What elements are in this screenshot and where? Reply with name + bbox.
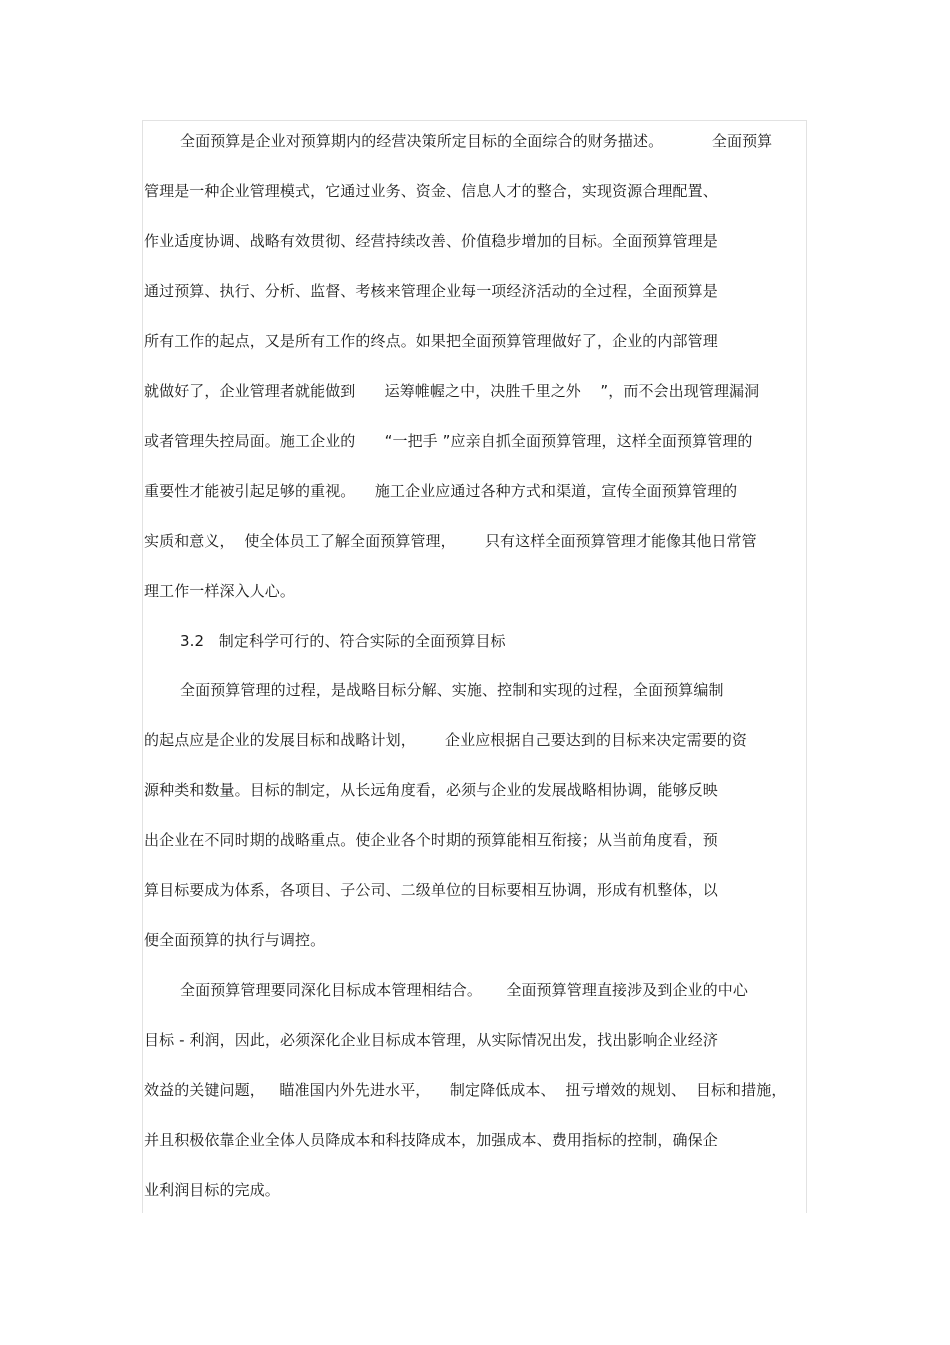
paragraph-line: 的起点应是企业的发展目标和战略计划， 企业应根据自己要达到的目标来决定需要的资 bbox=[144, 731, 748, 749]
section-heading: 3.2 制定科学可行的、符合实际的全面预算目标 bbox=[180, 632, 506, 650]
paragraph-line: 管理是一种企业管理模式，它通过业务、资金、信息人才的整合，实现资源合理配置、 bbox=[144, 182, 718, 200]
paragraph-line: 通过预算、执行、分析、监督、考核来管理企业每一项经济活动的全过程，全面预算是 bbox=[144, 282, 718, 300]
paragraph-line: 算目标要成为体系，各项目、子公司、二级单位的目标要相互协调，形成有机整体，以 bbox=[144, 881, 718, 899]
paragraph-line: 源种类和数量。目标的制定，从长远角度看，必须与企业的发展战略相协调，能够反映 bbox=[144, 781, 718, 799]
paragraph-line: 或者管理失控局面。施工企业的 “一把手 ”应亲自抓全面预算管理，这样全面预算管理的 bbox=[144, 432, 753, 450]
paragraph-line: 全面预算是企业对预算期内的经营决策所定目标的全面综合的财务描述。 全面预算 bbox=[180, 132, 773, 150]
paragraph-line: 并且积极依靠企业全体人员降成本和科技降成本，加强成本、费用指标的控制，确保企 bbox=[144, 1131, 718, 1149]
paragraph-line: 出企业在不同时期的战略重点。使企业各个时期的预算能相互衔接；从当前角度看，预 bbox=[144, 831, 718, 849]
paragraph-line: 实质和意义， 使全体员工了解全面预算管理， 只有这样全面预算管理才能像其他日常管 bbox=[144, 532, 757, 550]
paragraph-line: 作业适度协调、战略有效贯彻、经营持续改善、价值稳步增加的目标。全面预算管理是 bbox=[144, 232, 718, 250]
paragraph-line: 便全面预算的执行与调控。 bbox=[144, 931, 326, 949]
paragraph-line: 理工作一样深入人心。 bbox=[144, 582, 296, 600]
paragraph-line: 目标 - 利润，因此，必须深化企业目标成本管理，从实际情况出发，找出影响企业经济 bbox=[144, 1031, 718, 1049]
paragraph-line: 效益的关键问题， 瞄准国内外先进水平， 制定降低成本、 扭亏增效的规划、 目标和措施， bbox=[144, 1081, 787, 1099]
paragraph-line: 重要性才能被引起足够的重视。 施工企业应通过各种方式和渠道，宣传全面预算管理的 bbox=[144, 482, 738, 500]
paragraph-line: 所有工作的起点，又是所有工作的终点。如果把全面预算管理做好了，企业的内部管理 bbox=[144, 332, 718, 350]
paragraph-line: 业利润目标的完成。 bbox=[144, 1181, 280, 1199]
paragraph-line: 全面预算管理的过程，是战略目标分解、实施、控制和实现的过程，全面预算编制 bbox=[180, 681, 724, 699]
paragraph-line: 全面预算管理要同深化目标成本管理相结合。 全面预算管理直接涉及到企业的中心 bbox=[180, 981, 748, 999]
paragraph-line: 就做好了，企业管理者就能做到 运筹帷幄之中，决胜千里之外 ”，而不会出现管理漏洞 bbox=[144, 382, 760, 400]
